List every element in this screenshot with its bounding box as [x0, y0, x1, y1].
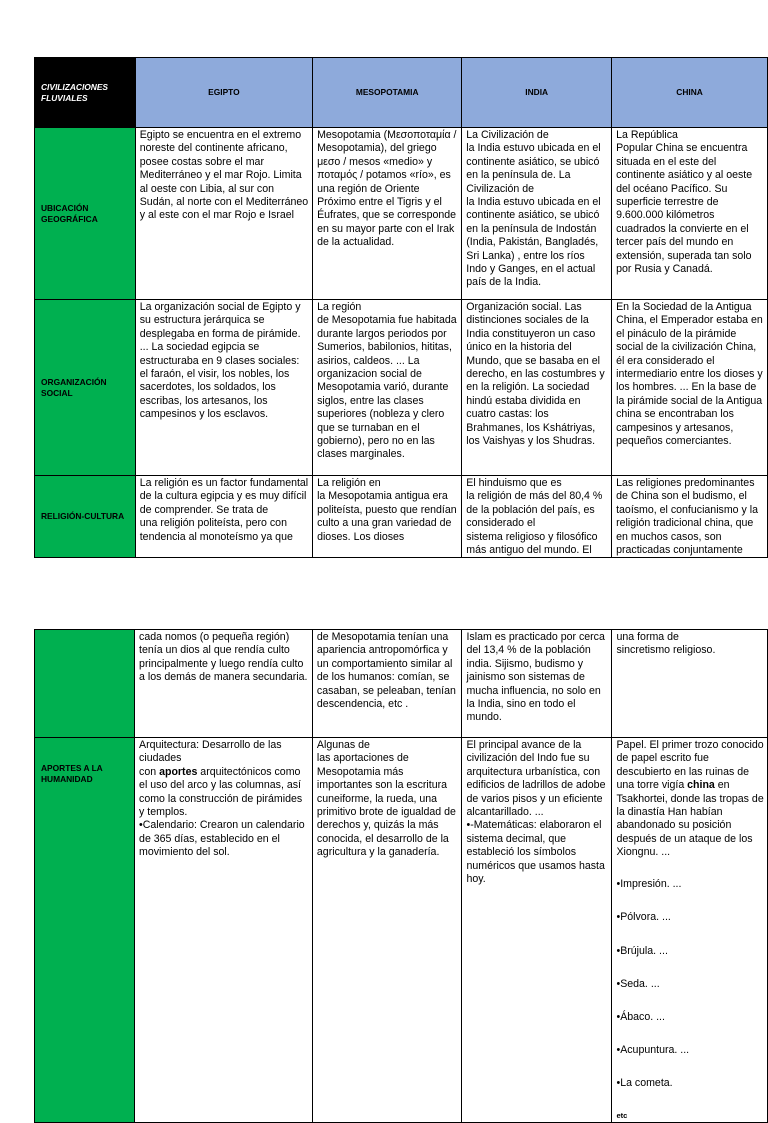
cell-aportes-china [612, 738, 768, 1123]
aportes-china-list-item: •La cometa. [616, 1077, 673, 1090]
row-label-religion-continued [35, 630, 135, 738]
aportes-egipto-text-a: Arquitectura: Desarrollo de las ciudades con [139, 739, 282, 778]
cell-organizacion-mesopotamia: La región de Mesopotamia fue habitada durante largos periodos por Sumerios, babilonios, hititas, asirios, caldeos. ... La organizacion social de Mesopotamia varió, durante siglos, entre las clases superiores (nobleza y clero que se turnaban en el gobierno), pero no en las clases marginales. [313, 300, 462, 476]
row-label-aportes: APORTES A LA HUMANIDAD [35, 738, 135, 1123]
aportes-china-bold: china [687, 779, 715, 792]
cell-ubicacion-egipto: Egipto se encuentra en el extremo noreste del continente africano, posee costas sobre el mar Mediterráneo y el mar Rojo. Limita al oeste con Libia, al sur con Sudán, al norte con el Mediterráneo y al este con el mar Rojo e Israel [135, 128, 312, 300]
row-aportes [35, 738, 768, 1123]
cell-religion-cont-india: Islam es practicado por cerca del 13,4 % de la población india. Sijismo, budismo y jainismo son sistemas de mucha influencia, no solo en la India, sino en todo el mundo. [462, 630, 612, 738]
cell-organizacion-egipto: La organización social de Egipto y su estructura jerárquica se desplegaba en forma de pirámide. ... La sociedad egipcia se estructuraba en 9 clases sociales: el faraón, el visir, los nobles, los sacerdotes, los soldados, los escribas, los artesanos, los campesinos y los esclavos. [135, 300, 312, 476]
cell-religion-egipto: La religión es un factor fundamental de la cultura egipcia y es muy difícil de comprender. Se trata de una religión politeísta, pero con tendencia al monoteísmo ya que [135, 476, 312, 558]
cell-religion-mesopotamia: La religión en la Mesopotamia antigua era politeísta, puesto que rendían culto a una gran variedad de dioses. Los dioses [313, 476, 462, 558]
cell-ubicacion-india: La Civilización de la India estuvo ubicada en el continente asiático, se ubicó en la península de. La Civilización de la India estuvo ubicada en el continente asiático, se ubicó en la península de Indostán (India, Pakistán, Bangladés, Sri Lanka) , entre los ríos Indo y Ganges, en el actual país de la India. [462, 128, 612, 300]
row-ubicacion [35, 128, 768, 300]
aportes-china-list-item: •Seda. ... [616, 977, 660, 990]
header-india: INDIA [462, 58, 612, 128]
header-mesopotamia: MESOPOTAMIA [313, 58, 462, 128]
cell-organizacion-china: En la Sociedad de la Antigua China, el Emperador estaba en el pináculo de la pirámide social de la civilización China, él era considerado el intermediario entre los dioses y los hombres. ... En la base de la pirámide social de la Antigua china se encontraban los campesinos y artesanos, pequeños comerciantes. [612, 300, 768, 476]
header-china: CHINA [612, 58, 768, 128]
aportes-china-list [616, 860, 764, 1109]
civilizations-table-part1 [34, 57, 768, 558]
aportes-china-list-item: •Pólvora. ... [616, 911, 671, 924]
aportes-china-list-item: •Impresión. ... [616, 878, 682, 891]
aportes-china-etc: etc [616, 1110, 628, 1120]
aportes-china-text-a: Papel. El primer trozo conocido de papel escrito fue descubierto en las ruinas de una torre vigía [616, 739, 764, 792]
aportes-china-list-item: •Acupuntura. ... [616, 1044, 690, 1057]
cell-aportes-mesopotamia: Algunas de las aportaciones de Mesopotamia más importantes son la escritura cuneiforme, la rueda, una primitivo brote de igualdad de derechos y, quizás la más conocida, el desarrollo de la agricultura y la ganadería. [312, 738, 462, 1123]
row-label-organizacion: ORGANIZACIÓN SOCIAL [35, 300, 136, 476]
cell-ubicacion-china: La República Popular China se encuentra situada en el este del continente asiático y al oeste del océano Pacífico. Su superficie terrestre de 9.600.000 kilómetros cuadrados la convierte en el tercer país del mundo en extensión, superada tan solo por Rusia y Canadá. [612, 128, 768, 300]
row-label-ubicacion: UBICACIÓN GEOGRÁFICA [35, 128, 136, 300]
row-religion [35, 476, 768, 558]
cell-religion-china: Las religiones predominantes de China son el budismo, el taoísmo, el confucianismo y la religión tradicional china, que en muchos casos, son practicadas conjuntamente [612, 476, 768, 558]
aportes-china-list-item: •Brújula. ... [616, 944, 668, 957]
aportes-china-list-item: •Ábaco. ... [616, 1011, 665, 1023]
cell-organizacion-india: Organización social. Las distinciones sociales de la India constituyeron un caso único en la historia del Mundo, que se basaba en el derecho, en las costumbres y en la religión. La sociedad hindú estaba dividida en cuatro castas: los Brahmanes, los Kshátriyas, los Vaishyas y los Shudras. [462, 300, 612, 476]
cell-aportes-egipto [135, 738, 313, 1123]
header-corner: CIVILIZACIONES FLUVIALES [35, 58, 136, 128]
aportes-egipto-bold: aportes [159, 765, 198, 778]
civilizations-table-part2 [34, 629, 768, 1123]
aportes-china-text-b: en Tsakhortei, donde las tropas de la dinastía Han habían abandonado su posición después de un ataque de los Xiongnu. ... [616, 779, 764, 859]
aportes-egipto-text-b: arquitectónicos como el uso del arco y las columnas, así como la construcción de pirámides y templos. •Calendario: Crearon un calendario de 365 días, establecido en el movimiento del sol. [139, 765, 305, 859]
header-egipto: EGIPTO [135, 58, 312, 128]
row-label-religion: RELIGIÓN-CULTURA [35, 476, 136, 558]
header-row [35, 58, 768, 128]
cell-ubicacion-mesopotamia: Mesopotamia (Μεσοποταμία / Mesopotamia), del griego μεσο / mesos «medio» y ποταμός / potamos «río», es una región de Oriente Próximo entre el Tigris y el Éufrates, que se corresponde en su mayor parte con el Irak de la actualidad. [313, 128, 462, 300]
cell-religion-cont-egipto: cada nomos (o pequeña región) tenía un dios al que rendía culto principalmente y luego rendía culto a los demás de manera secundaria. [135, 630, 313, 738]
row-organizacion [35, 300, 768, 476]
cell-religion-india: El hinduismo que es la religión de más del 80,4 % de la población del país, es considerado el sistema religioso y filosófico más antiguo del mundo. El [462, 476, 612, 558]
cell-religion-cont-china: una forma de sincretismo religioso. [612, 630, 768, 738]
row-religion-continued [35, 630, 768, 738]
cell-religion-cont-mesopotamia: de Mesopotamia tenían una apariencia antropomórfica y un comportamiento similar al de los humanos: comían, se casaban, se peleaban, tenían descendencia, etc . [312, 630, 462, 738]
cell-aportes-india: El principal avance de la civilización del Indo fue su arquitectura urbanística, con edificios de ladrillos de adobe de varios pisos y un eficiente alcantarillado. ... •-Matemáticas: elaboraron el sistema decimal, que estableció los símbolos numéricos que usamos hasta hoy. [462, 738, 612, 1123]
